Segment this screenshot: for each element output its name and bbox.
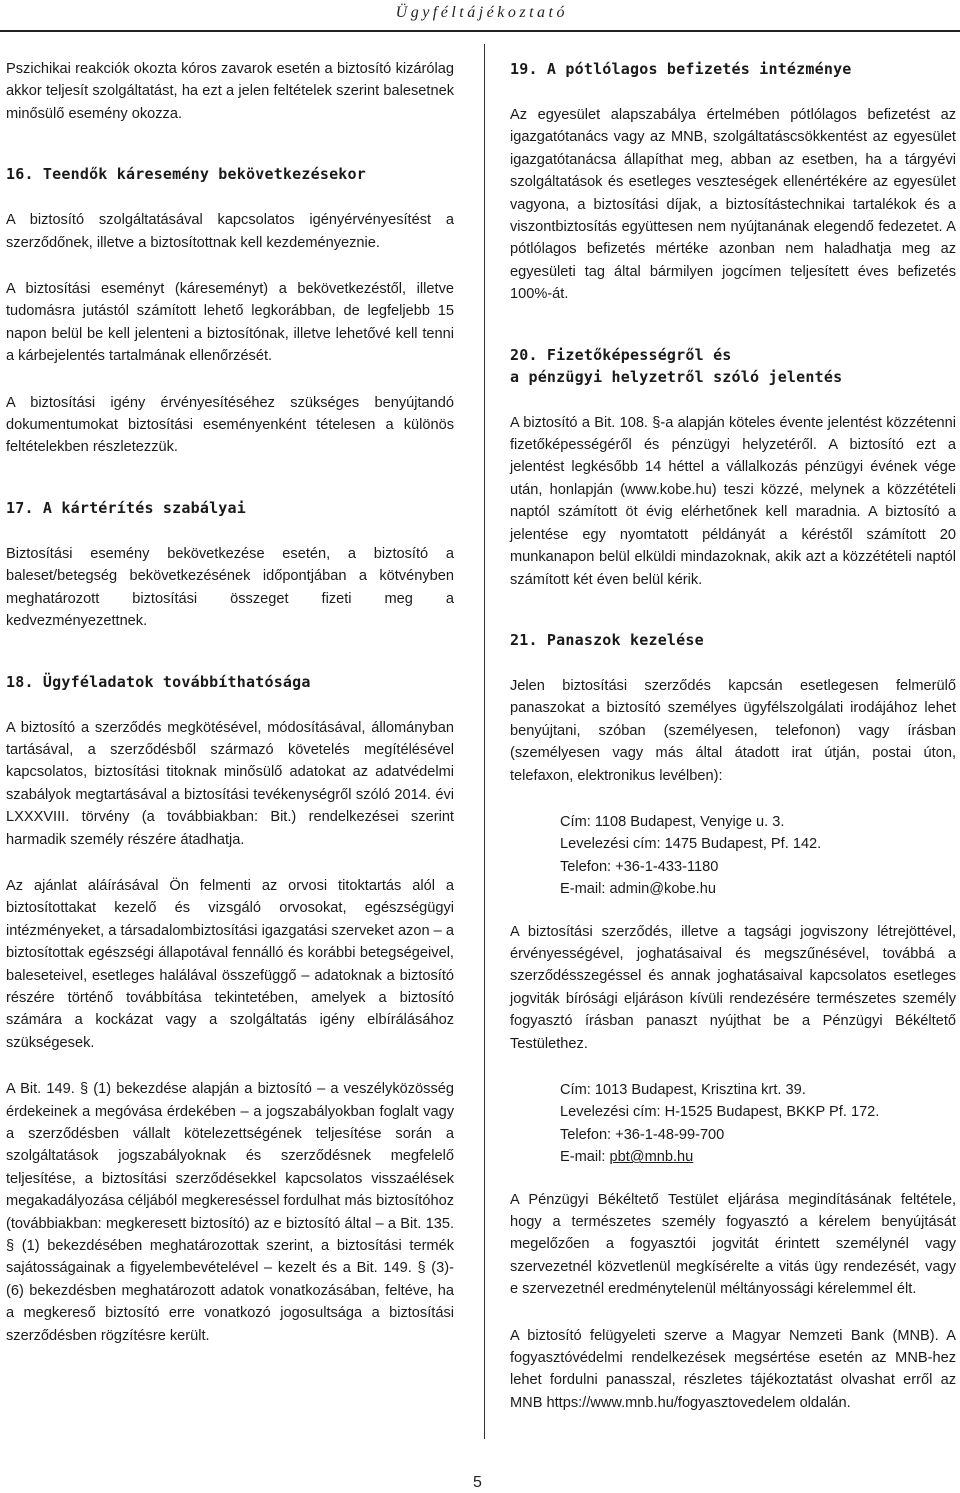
pbt-phone-line: Telefon: +36-1-48-99-700 [560,1126,725,1143]
pbt-address-line: Cím: 1013 Budapest, Krisztina krt. 39. [560,1082,806,1098]
pbt-email-label: E-mail: [560,1149,610,1166]
section-21-paragraph-1: Jelen biztosítási szerződés kapcsán esetlegesen felmerülő panaszokat a biztosító személyes ügyfélszolgálati irodájához lehet benyújtani, szóban (személyesen, telefonon) vagy írásban (személyesen vagy más által átadott irat útján, postai úton, telefaxon, elektronikus levélben): [510,677,956,784]
section-16-paragraph-2: A biztosítási eseményt (káreseményt) a bekövetkezéstől, illetve tudomásra jutástól számított lehető legkorábban, de legfeljebb 15 napon belül be kell jelenteni a biztosítónak, illetve lehetővé kell tenni a kárbejelentés tartalmának ellenőrzését. [6,281,454,365]
section-21-paragraph-3: A Pénzügyi Békéltető Testület eljárása megindításának feltétele, hogy a természetes személy fogyasztó a kérelem benyújtását megelőzően a fogyasztói jogvitát érintett személynél vagy szervezetnél közvetlenül megkísérelte a vitás ügy rendezését, vagy e szervezetnél eredménytelenül méltányossági kérelemmel élt. [510,1191,956,1298]
kobe-email-line: E-mail: admin@kobe.hu [560,881,716,898]
section-20-heading [510,344,956,388]
kobe-address-line: Cím: 1108 Budapest, Venyige u. 3. [560,813,785,830]
section-16-paragraph-1: A biztosító szolgáltatásával kapcsolatos igényérvényesítést a szerződőnek, illetve a biztosítottnak kell kezdeményeznie. [6,212,454,251]
section-19-paragraph-1: Az egyesület alapszabálya értelmében pótlólagos befizetést az igazgatótanács vagy az MNB, szolgáltatáscsökkentést az egyesület igazgatótanácsa állapíthat meg, abban az esetben, ha a tárgyévi szolgáltatások és esetleges veszteségek ellenértékére az egyesület vagyona, a biztosítási díjak, a biztosítástechnikai tartalékok és a viszontbiztosítás együttesen nem nyújtanának elegendő fedezetet. A pótlólagos befizetés mértéke azonban nem haladhatja meg az egyesületi tag által bármilyen jogcímen teljesített éves befizetés 100%-át. [510,107,956,303]
section-21-heading: 21. Panaszok kezelése [510,630,704,649]
pbt-postal-address-line: Levelezési cím: H-1525 Budapest, BKKP Pf. 172. [560,1104,880,1121]
left-column [6,58,454,1371]
header-divider [0,30,960,32]
kobe-postal-address-line: Levelezési cím: 1475 Budapest, Pf. 142. [560,836,822,853]
section-18-paragraph-2: Az ajánlat aláírásával Ön felmenti az orvosi titoktartás alól a biztosítottakat kezelő és vizsgáló orvosokat, egészségügyi intézményeket, a társadalombiztosítási igazgatási szerveket azon – a biztosítottak egészségi állapotával fennálló és korábbi betegségeivel, baleseteivel, esetleges halálával összefüggő – adatoknak a biztosító részére történő továbbítása tekintetében, amelyek a biztosító számára a kockázat vagy a szolgáltatás igény elbírálásához szükségesek. [6,877,454,1051]
section-18-heading: 18. Ügyféladatok továbbíthatósága [6,672,311,691]
kobe-phone-line: Telefon: +36-1-433-1180 [560,858,719,875]
document-header-title: Ügyféltájékoztató [395,4,568,21]
section-19-heading: 19. A pótlólagos befizetés intézménye [510,60,852,78]
section-17-paragraph-1: Biztosítási esemény bekövetkezése esetén, a biztosító a baleset/betegség bekövetkezésének időpontjában a kötvényben meghatározott biztosítási összeget fizeti meg a kedvezményezettnek. [6,545,454,630]
section-21-paragraph-2: A biztosítási szerződés, illetve a tagsági jogviszony létrejöttével, érvényességével, joghatásaival és megszűnésével, továbbá a szerződésszegéssel és annak joghatásaival kapcsolatos esetleges jogviták bírósági eljáráson kívüli rendezésére természetes személy fogyasztó írásban panaszt nyújthat be a Pénzügyi Békéltető Testülethez. [510,923,956,1052]
section-20-heading-line-2: a pénzügyi helyzetről szóló jelentés [510,367,843,386]
section-21-paragraph-4: A biztosító felügyeleti szerve a Magyar Nemzeti Bank (MNB). A fogyasztóvédelmi rendelkezések megsértése esetén az MNB-hez lehet fordulni panasszal, részletes tájékoztatást olvashat erről az MNB https://www.mnb.hu/fogyasztovedelem oldalán. [510,1327,956,1411]
pbt-email-line [560,1146,956,1168]
section-20-heading-line-1: 20. Fizetőképességről és [510,345,732,364]
intro-paragraph: Pszichikai reakciók okozta kóros zavarok esetén a biztosító kizárólag akkor teljesít szolgáltatást, ha ezt a jelen feltételek szerint balesetnek minősülő esemény okozza. [6,61,454,122]
section-20-paragraph-1: A biztosító a Bit. 108. §-a alapján köteles évente jelentést közzétenni fizetőképességéről és pénzügyi helyzetéről. A biztosító ezt a jelentést legkésőbb 14 héttel a vállalkozás pénzügyi évének vége után, honlapján (www.kobe.hu) teszi közzé, melynek a közzétételi naptól számított öt évig elérhetőnek kell maradnia. A biztosító a jelentése egy nyomtatott példányát a kéréstől számított 20 munkanapon belül elküldi mindazoknak, akik azt a közzétételi naptól számított két éven belül kérik. [510,414,956,588]
kobe-contact-address [560,811,956,901]
section-18-paragraph-1: A biztosító a szerződés megkötésével, módosításával, állományban tartásával, a szerződésből származó követelés megítélésével kapcsolatos, biztosítási titoknak minősülő adatokat az adatvédelmi szabályok megtartásával a biztosítási tevékenységről szóló 2014. évi LXXXVIII. törvény (a továbbiakban: Bit.) rendelkezései szerint harmadik személy részére átadhatja. [6,719,454,848]
section-17-heading: 17. A kártérítés szabályai [6,498,246,517]
pbt-email-link[interactable]: pbt@mnb.hu [609,1149,694,1166]
right-column [510,58,956,1438]
page-number: 5 [473,1474,482,1491]
column-divider [484,44,485,1439]
section-16-heading: 16. Teendők káresemény bekövetkezésekor [6,165,366,184]
pbt-contact-address [560,1079,956,1169]
section-16-paragraph-3: A biztosítási igény érvényesítéséhez szükséges benyújtandó dokumentumokat biztosítási eseményenként tételesen a különös feltételekben részletezzük. [6,394,454,456]
section-18-paragraph-3: A Bit. 149. § (1) bekezdése alapján a biztosító – a veszélyközösség érdekeinek a megóvása érdekében – a jogszabályokban foglalt vagy a szerződésben vállalt kötelezettségének teljesítése során a szolgáltatások jogszabályoknak és szerződésnek megfelelő teljesítése, a biztosítási szerződésekkel kapcsolatos visszaélések megakadályozása céljából megkereséssel fordulhat más biztosítóhoz (továbbiakban: megkeresett biztosító) az e biztosító által – a Bit. 135. § (1) bekezdésében meghatározottak szerint, a biztosítási termék sajátosságainak a figyelembevételével – kezelt és a Bit. 149. § (3)-(6) bekezdésben meghatározott adatok vonatkozásában, feltéve, ha a megkereső biztosító erre vonatkozó jogosultsága a biztosítási szerződésben rögzítésre került. [6,1081,454,1344]
